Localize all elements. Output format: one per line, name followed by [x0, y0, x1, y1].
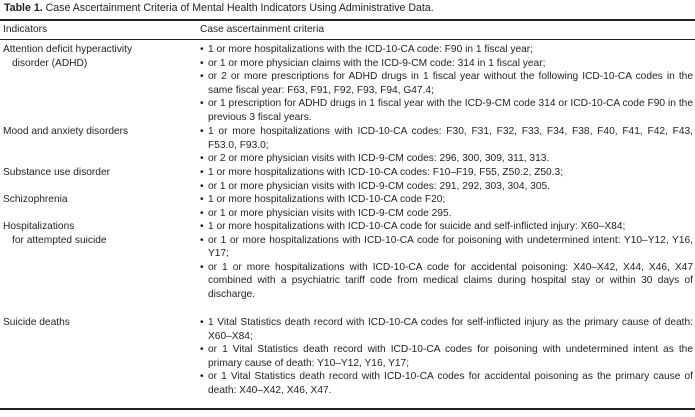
- criteria-attempted-suicide: [200, 220, 693, 301]
- criteria-item: • 1 Vital Statistics death record with ICD-10-CA codes for self-inflicted injury as the primary cause of death: X60–X84;: [200, 316, 693, 343]
- indicator-line: Mood and anxiety disorders: [3, 126, 129, 137]
- criteria-item: • 1 or more hospitalizations with ICD-10-CA codes: F10–F19, F55, Z50.2, Z50.3;: [200, 166, 693, 180]
- indicator-mood-anxiety: [3, 125, 128, 139]
- criteria-item: • 1 or more hospitalizations with ICD-10-CA code F20;: [200, 193, 693, 207]
- criteria-item: • 1 or more hospitalizations with ICD-10-CA code for suicide and self-inflicted injury: X60–X84;: [200, 220, 693, 234]
- criteria-item: • or 1 Vital Statistics death record with ICD-10-CA codes for accidental poisoning as the primary cause of death: X40–X42, X46, X47.: [200, 370, 693, 397]
- criteria-item: • or 1 prescription for ADHD drugs in 1 fiscal year with the ICD-9-CM code 314 or ICD-10-CA code F90 in the previous 3 fiscal years.: [200, 97, 693, 124]
- criteria-item: • or 1 or more physician claims with the ICD-9-CM code: 314 in 1 fiscal year;: [200, 57, 693, 71]
- criteria-item: • or 1 Vital Statistics death record with ICD-10-CA codes for poisoning with undetermined intent as the primary cause of death: Y10–Y12, Y16, Y17;: [200, 343, 693, 370]
- indicator-adhd: [3, 43, 132, 70]
- criteria-item: • or 1 or more hospitalizations with ICD-10-CA code for accidental poisoning: X40–X42, X44, X46, X47 combined with a psychiatric tariff code from medical claims during hospital stay or within 30 days of discharge.: [200, 261, 693, 302]
- indicator-schizophrenia: [3, 193, 68, 207]
- indicator-line: Suicide deaths: [3, 317, 70, 328]
- criteria-schizophrenia: [200, 193, 693, 220]
- indicator-suicide-deaths: [3, 316, 70, 330]
- table-caption-text: Case Ascertainment Criteria of Mental Health Indicators Using Administrative Data.: [45, 2, 434, 14]
- criteria-item: • or 2 or more physician visits with ICD-9-CM codes: 296, 300, 309, 311, 313.: [200, 152, 693, 166]
- header-criteria: Case ascertainment criteria: [200, 24, 324, 35]
- criteria-item: • or 1 or more hospitalizations with ICD-10-CA code for poisoning with undetermined intent: Y10–Y12, Y16, Y17;: [200, 234, 693, 261]
- criteria-item: • or 1 or more physician visits with ICD-9-CM codes: 291, 292, 303, 304, 305.: [200, 180, 693, 194]
- indicator-line: disorder (ADHD): [12, 57, 88, 69]
- criteria-substance-use: [200, 166, 693, 193]
- top-rule: [0, 19, 695, 21]
- criteria-suicide-deaths: [200, 316, 693, 397]
- table-caption: [4, 1, 434, 15]
- criteria-adhd: [200, 43, 693, 124]
- criteria-item: • 1 or more hospitalizations with ICD-10-CA codes: F30, F31, F32, F33, F34, F38, F40, F41, F42, F43, F53.0, F93.0;: [200, 125, 693, 152]
- indicator-line: Schizophrenia: [3, 194, 68, 205]
- criteria-item: • or 1 or more physician visits with ICD-9-CM code 295.: [200, 207, 693, 221]
- criteria-item: • 1 or more hospitalizations with the ICD-10-CA code: F90 in 1 fiscal year;: [200, 43, 693, 57]
- indicator-line: Substance use disorder: [3, 167, 111, 178]
- indicator-line: for attempted suicide: [12, 234, 107, 246]
- table-caption-label: Table 1.: [4, 2, 43, 14]
- indicator-attempted-suicide: [3, 220, 107, 247]
- indicator-line: Hospitalizations: [3, 221, 75, 232]
- bottom-rule: [0, 408, 695, 410]
- criteria-item: • or 2 or more prescriptions for ADHD drugs in 1 fiscal year without the following ICD-10-CA codes in the same fiscal year: F63, F91, F92, F93, F94, G47.4;: [200, 70, 693, 97]
- indicator-line: Attention deficit hyperactivity: [3, 44, 133, 55]
- header-rule: [0, 39, 695, 40]
- header-indicators: Indicators: [3, 24, 48, 35]
- indicator-substance-use: [3, 166, 110, 180]
- criteria-mood-anxiety: [200, 125, 693, 166]
